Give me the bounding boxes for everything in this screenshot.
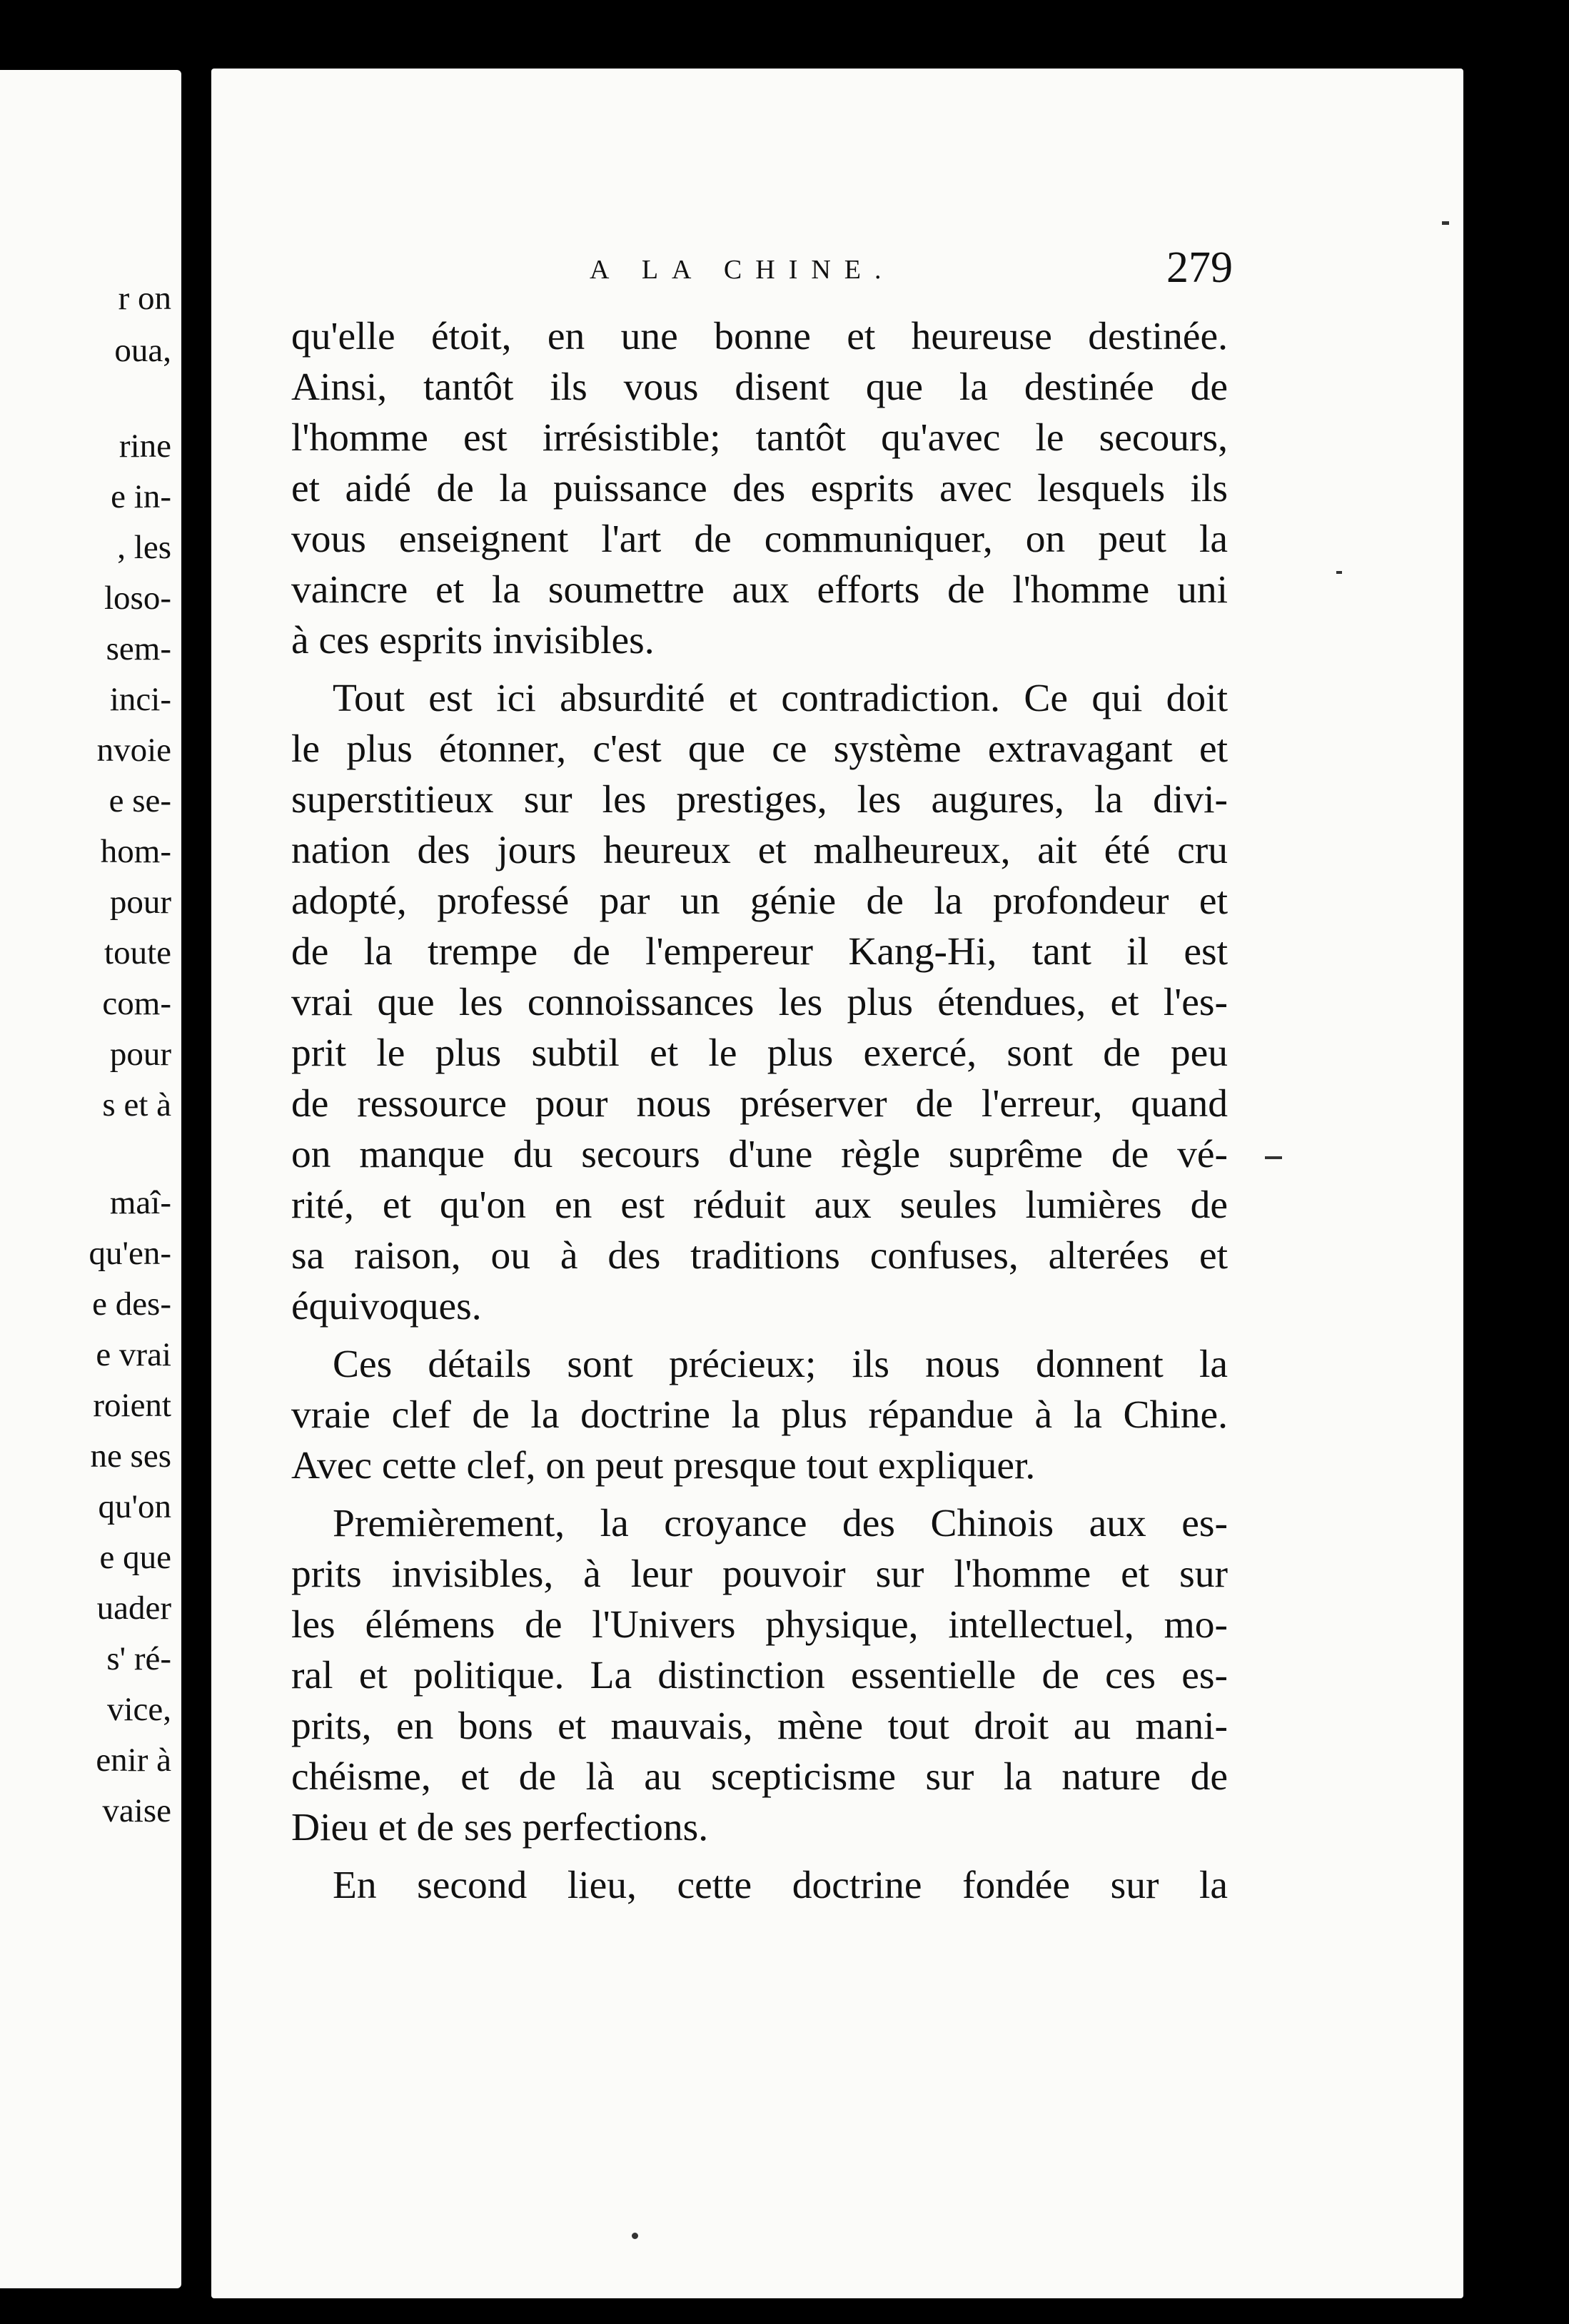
text-line: vraie clef de la doctrine la plus répandue à la Chine. (291, 1393, 1228, 1437)
left-page-fragment: e des- (92, 1285, 171, 1323)
text-line: vous enseignent l'art de communiquer, on peut la (291, 517, 1228, 561)
left-page-fragment: vice, (106, 1691, 171, 1728)
text-line: rité, et qu'on en est réduit aux seules lumières de (291, 1183, 1228, 1227)
text-line: En second lieu, cette doctrine fondée sur la (333, 1864, 1228, 1907)
text-line: adopté, professé par un génie de la profondeur et (291, 879, 1228, 923)
text-line: Premièrement, la croyance des Chinois aux es- (333, 1502, 1228, 1545)
left-page-fragment: sem- (106, 630, 171, 667)
left-page-fragment: e in- (111, 478, 171, 515)
left-page-fragment: com- (102, 985, 171, 1022)
left-page-fragment: hom- (100, 833, 171, 870)
paragraph-gap (291, 1332, 1228, 1339)
scan-speck (1442, 221, 1449, 225)
left-page-fragment: maî- (109, 1184, 171, 1221)
left-page-fragment: e que (99, 1539, 171, 1576)
left-page-fragment: toute (104, 934, 171, 971)
left-page-fragment: inci- (109, 681, 171, 718)
left-page-fragment: ne ses (90, 1438, 171, 1475)
left-page-fragment: r on (118, 280, 171, 317)
text-line: Tout est ici absurdité et contradiction. Ce qui doit (333, 677, 1228, 720)
text-line: prits invisibles, à leur pouvoir sur l'homme et sur (291, 1552, 1228, 1596)
text-line: on manque du secours d'une règle suprême de vé- (291, 1133, 1228, 1176)
text-line: de ressource pour nous préserver de l'erreur, quand (291, 1082, 1228, 1126)
paragraph (291, 1498, 1228, 1853)
paragraph (291, 673, 1228, 1332)
text-line: nation des jours heureux et malheureux, ait été cru (291, 829, 1228, 872)
paragraph-gap (291, 1491, 1228, 1498)
text-line: Avec cette clef, on peut presque tout expliquer. (291, 1444, 1036, 1487)
text-line: de la trempe de l'empereur Kang-Hi, tant il est (291, 930, 1228, 974)
text-line: Ainsi, tantôt ils vous disent que la destinée de (291, 365, 1228, 409)
text-line: à ces esprits invisibles. (291, 619, 655, 662)
text-line: vrai que les connoissances les plus étendues, et l'es- (291, 981, 1228, 1024)
paragraph-gap (291, 1853, 1228, 1860)
left-page-fragment: nvoie (96, 732, 171, 769)
left-page-fragment: s' ré- (106, 1640, 171, 1677)
text-line: Ces détails sont précieux; ils nous donnent la (333, 1343, 1228, 1386)
text-line: superstitieux sur les prestiges, les augures, la divi- (291, 778, 1228, 822)
text-line: les élémens de l'Univers physique, intellectuel, mo- (291, 1603, 1228, 1647)
scan-speck (632, 2233, 638, 2239)
paragraph (291, 311, 1228, 666)
page-number: 279 (1166, 243, 1233, 292)
text-line: vaincre et la soumettre aux efforts de l'homme uni (291, 568, 1228, 612)
left-page-fragment: loso- (104, 580, 171, 617)
text-line: ral et politique. La distinction essentielle de ces es- (291, 1654, 1228, 1697)
paragraph (291, 1860, 1228, 1911)
running-title: A LA CHINE. (590, 255, 895, 285)
text-line: l'homme est irrésistible; tantôt qu'avec le secours, (291, 416, 1228, 460)
left-page-fragment: roient (93, 1387, 171, 1424)
left-page-fragment: oua, (114, 332, 171, 369)
left-page-fragment: vaise (102, 1792, 171, 1829)
left-page-fragment: pour (109, 884, 171, 921)
left-page-fragment: s et à (102, 1086, 171, 1123)
paragraph (291, 1339, 1228, 1491)
text-line: équivoques. (291, 1285, 482, 1328)
text-line: le plus étonner, c'est que ce système extravagant et (291, 727, 1228, 771)
paragraph-gap (291, 666, 1228, 673)
scan-speck (1265, 1156, 1282, 1159)
left-page-fragment: enir à (96, 1742, 171, 1779)
left-page-fragment: uader (96, 1590, 171, 1627)
left-page-fragment: qu'en- (89, 1235, 171, 1272)
left-page-fragment: , les (117, 529, 171, 566)
text-line: et aidé de la puissance des esprits avec lesquels ils (291, 467, 1228, 510)
text-line: sa raison, ou à des traditions confuses, alterées et (291, 1234, 1228, 1278)
text-line: prits, en bons et mauvais, mène tout droit au mani- (291, 1704, 1228, 1748)
left-page-edge (0, 70, 181, 2288)
scan-speck (1336, 571, 1342, 574)
body-text (291, 311, 1228, 1911)
text-line: qu'elle étoit, en une bonne et heureuse destinée. (291, 315, 1228, 358)
left-page-fragment: e se- (109, 782, 171, 819)
left-page-fragment: qu'on (98, 1488, 171, 1525)
left-page-fragment: e vrai (96, 1336, 171, 1373)
text-line: prit le plus subtil et le plus exercé, sont de peu (291, 1031, 1228, 1075)
left-page-fragment: pour (109, 1036, 171, 1073)
text-line: Dieu et de ses perfections. (291, 1806, 709, 1849)
text-line: chéisme, et de là au scepticisme sur la nature de (291, 1755, 1228, 1799)
left-page-fragment: rine (118, 428, 171, 465)
